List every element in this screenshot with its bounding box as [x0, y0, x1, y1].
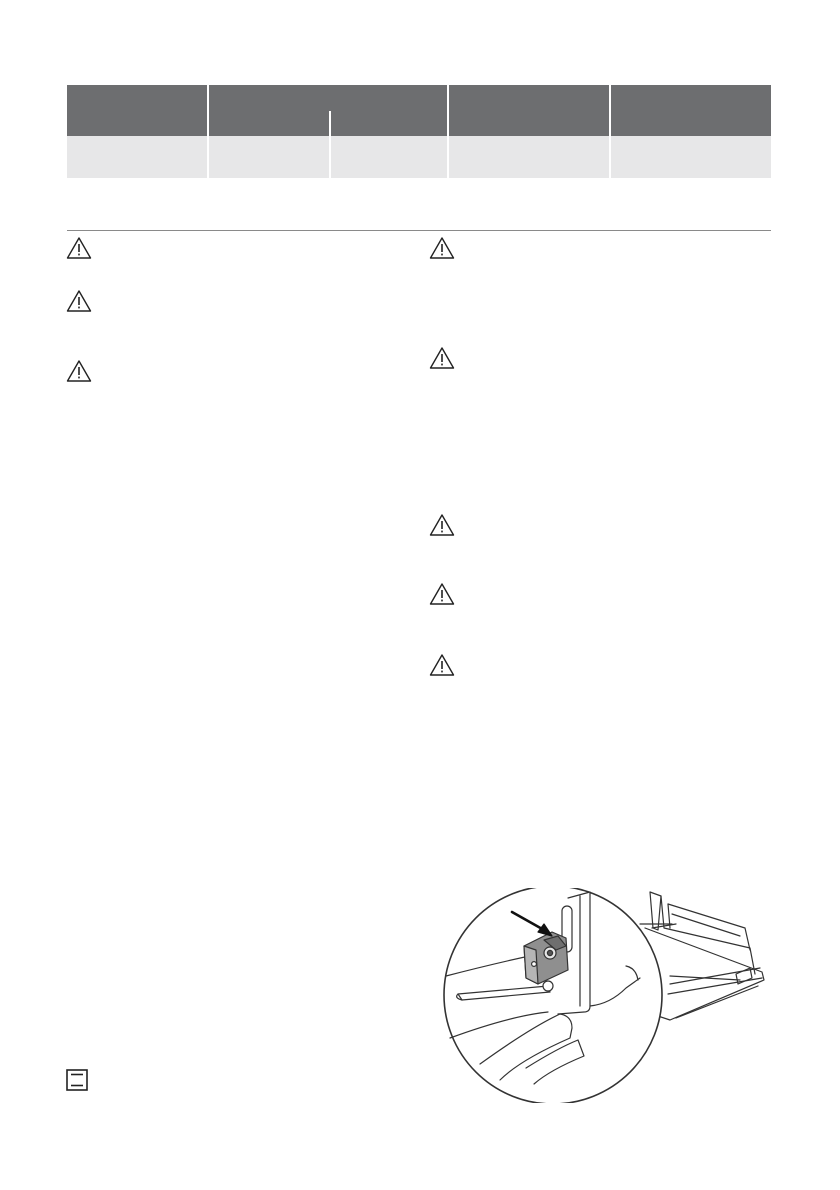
table-header-cell-3 — [449, 85, 609, 136]
table-header-cell-1 — [67, 85, 207, 136]
table-header-subdivider — [329, 111, 331, 136]
warning-icon — [66, 236, 92, 260]
warning-icon — [429, 236, 455, 260]
warning-icon — [66, 359, 92, 383]
warning-icon — [429, 653, 455, 677]
warning-icon — [429, 346, 455, 370]
table-cell-4 — [449, 136, 609, 178]
warning-icon — [429, 513, 455, 537]
warning-icon — [429, 582, 455, 606]
section-divider — [67, 230, 771, 231]
table-header-cell-4 — [611, 85, 771, 136]
oven-door-hinge-illustration — [440, 888, 770, 1103]
table-cell-1 — [67, 136, 207, 178]
table-cell-3 — [331, 136, 447, 178]
table-cell-5 — [611, 136, 771, 178]
table-header-cell-2 — [209, 85, 447, 136]
warning-icon — [66, 289, 92, 313]
oven-symbol-icon — [66, 1069, 88, 1091]
table-cell-2 — [209, 136, 329, 178]
